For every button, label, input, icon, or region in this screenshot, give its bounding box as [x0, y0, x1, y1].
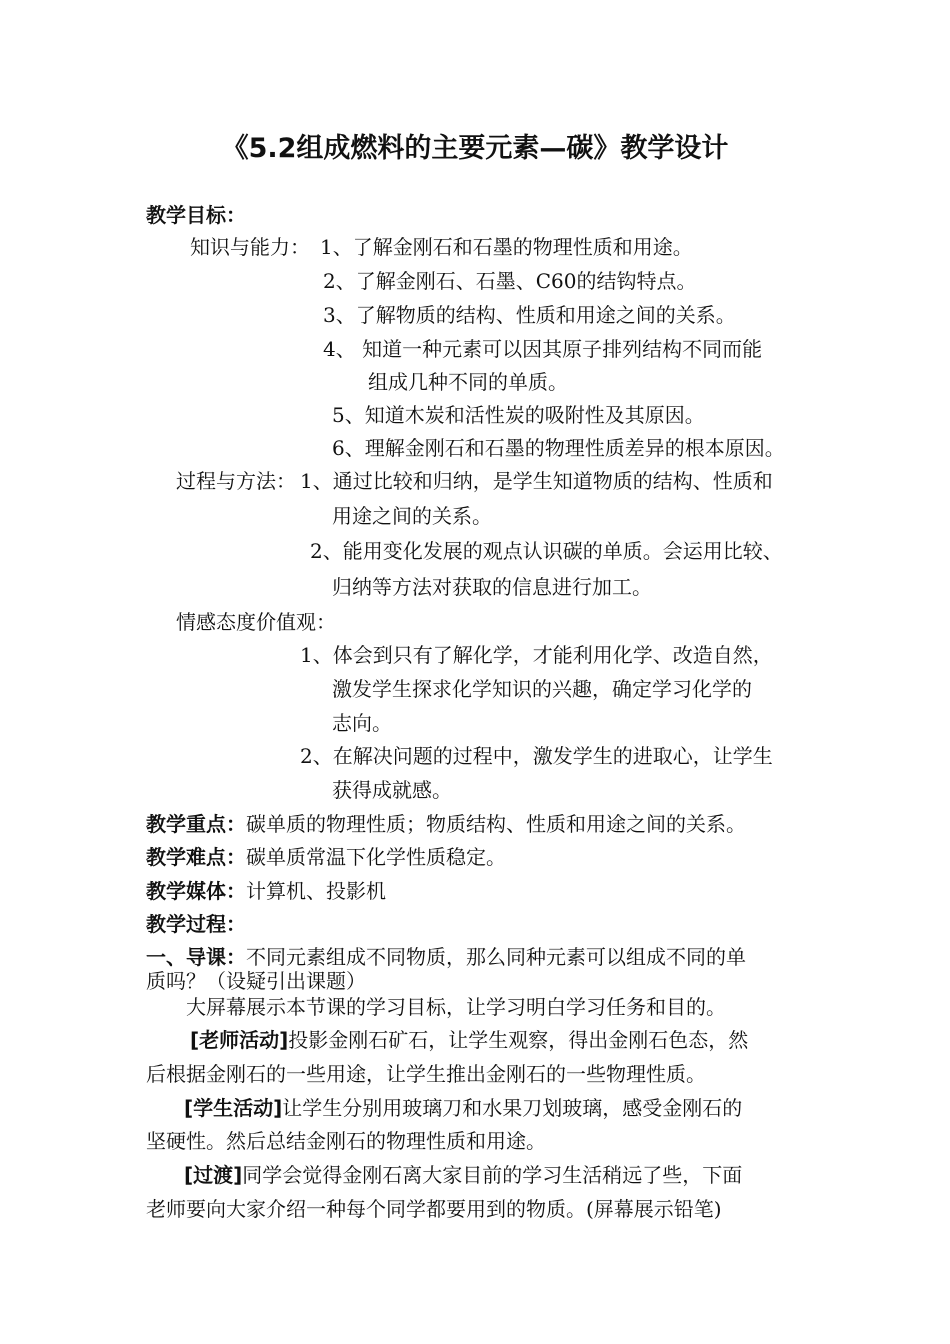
student-activity-text-1: 让学生分别用玻璃刀和水果刀划玻璃，感受金刚石的: [282, 1096, 743, 1120]
knowledge-item-3: 3、了解物质的结构、性质和用途之间的关系。: [323, 303, 736, 327]
teacher-activity-text-1: 投影金刚石矿石，让学生观察，得出金刚石色态，然: [288, 1028, 749, 1052]
transition-label: [过渡]: [184, 1163, 243, 1187]
intro-line-1: [146, 944, 746, 970]
knowledge-item-5: 5、知道木炭和活性炭的吸附性及其原因。: [332, 403, 705, 427]
emotion-item-1: 1、体会到只有了解化学，才能利用化学、改造自然，: [300, 643, 773, 667]
knowledge-item-6: 6、理解金刚石和石墨的物理性质差异的根本原因。: [332, 436, 785, 460]
emotion-item-1-cont-b: 志向。: [332, 711, 392, 735]
difficulties-text: 碳单质常温下化学性质稳定。: [246, 845, 506, 869]
intro-line-2: 质吗？（设疑引出课题）: [146, 969, 366, 993]
media-row: [146, 878, 386, 904]
process-item-2-cont: 归纳等方法对获取的信息进行加工。: [332, 575, 652, 599]
student-activity-label: [学生活动]: [184, 1096, 283, 1120]
knowledge-item-4-cont: 组成几种不同的单质。: [368, 370, 568, 394]
document-title: 《5.2组成燃料的主要元素—碳》教学设计: [221, 133, 729, 164]
emotion-item-2-cont: 获得成就感。: [332, 778, 452, 802]
key-points-label: 教学重点：: [146, 812, 246, 836]
process-item-1-cont: 用途之间的关系。: [332, 504, 492, 528]
emotion-label: 情感态度价值观：: [176, 610, 336, 634]
key-points-text: 碳单质的物理性质；物质结构、性质和用途之间的关系。: [246, 812, 746, 836]
difficulties-row: [146, 844, 506, 870]
emotion-item-2: 2、在解决问题的过程中，激发学生的进取心，让学生: [300, 744, 773, 768]
knowledge-item-4: 4、 知道一种元素可以因其原子排列结构不同而能: [323, 337, 763, 361]
key-points-row: [146, 811, 746, 837]
process-item-1: 1、通过比较和归纳，是学生知道物质的结构、性质和: [300, 469, 773, 493]
emotion-item-1-cont-a: 激发学生探求化学知识的兴趣，确定学习化学的: [332, 677, 752, 701]
student-activity-line-2: 坚硬性。然后总结金刚石的物理性质和用途。: [146, 1129, 546, 1153]
screen-paragraph: 大屏幕展示本节课的学习目标，让学习明白学习任务和目的。: [186, 995, 726, 1019]
intro-text-1: 不同元素组成不同物质，那么同种元素可以组成不同的单: [246, 945, 746, 969]
process-item-2: 2、能用变化发展的观点认识碳的单质。会运用比较、: [310, 539, 783, 563]
knowledge-label: 知识与能力：: [190, 235, 310, 259]
difficulties-label: 教学难点：: [146, 845, 246, 869]
objectives-heading: 教学目标：: [146, 203, 246, 227]
teacher-activity-line-2: 后根据金刚石的一些用途，让学生推出金刚石的一些物理性质。: [146, 1062, 706, 1086]
process-heading: 教学过程：: [146, 912, 246, 936]
student-activity-line-1: [184, 1095, 742, 1121]
transition-text-1: 同学会觉得金刚石离大家目前的学习生活稍远了些，下面: [242, 1163, 743, 1187]
transition-line-1: [184, 1162, 742, 1188]
teacher-activity-line-1: [190, 1027, 748, 1053]
transition-line-2: 老师要向大家介绍一种每个同学都要用到的物质。(屏幕展示铅笔): [146, 1197, 722, 1221]
knowledge-item-1: 1、了解金刚石和石墨的物理性质和用途。: [320, 235, 693, 259]
knowledge-item-2: 2、了解金刚石、石墨、C60的结钩特点。: [323, 269, 697, 293]
teacher-activity-label: [老师活动]: [190, 1028, 289, 1052]
media-text: 计算机、投影机: [246, 879, 386, 903]
media-label: 教学媒体：: [146, 879, 246, 903]
process-label: 过程与方法：: [176, 469, 296, 493]
intro-label: 一、导课：: [146, 945, 246, 969]
